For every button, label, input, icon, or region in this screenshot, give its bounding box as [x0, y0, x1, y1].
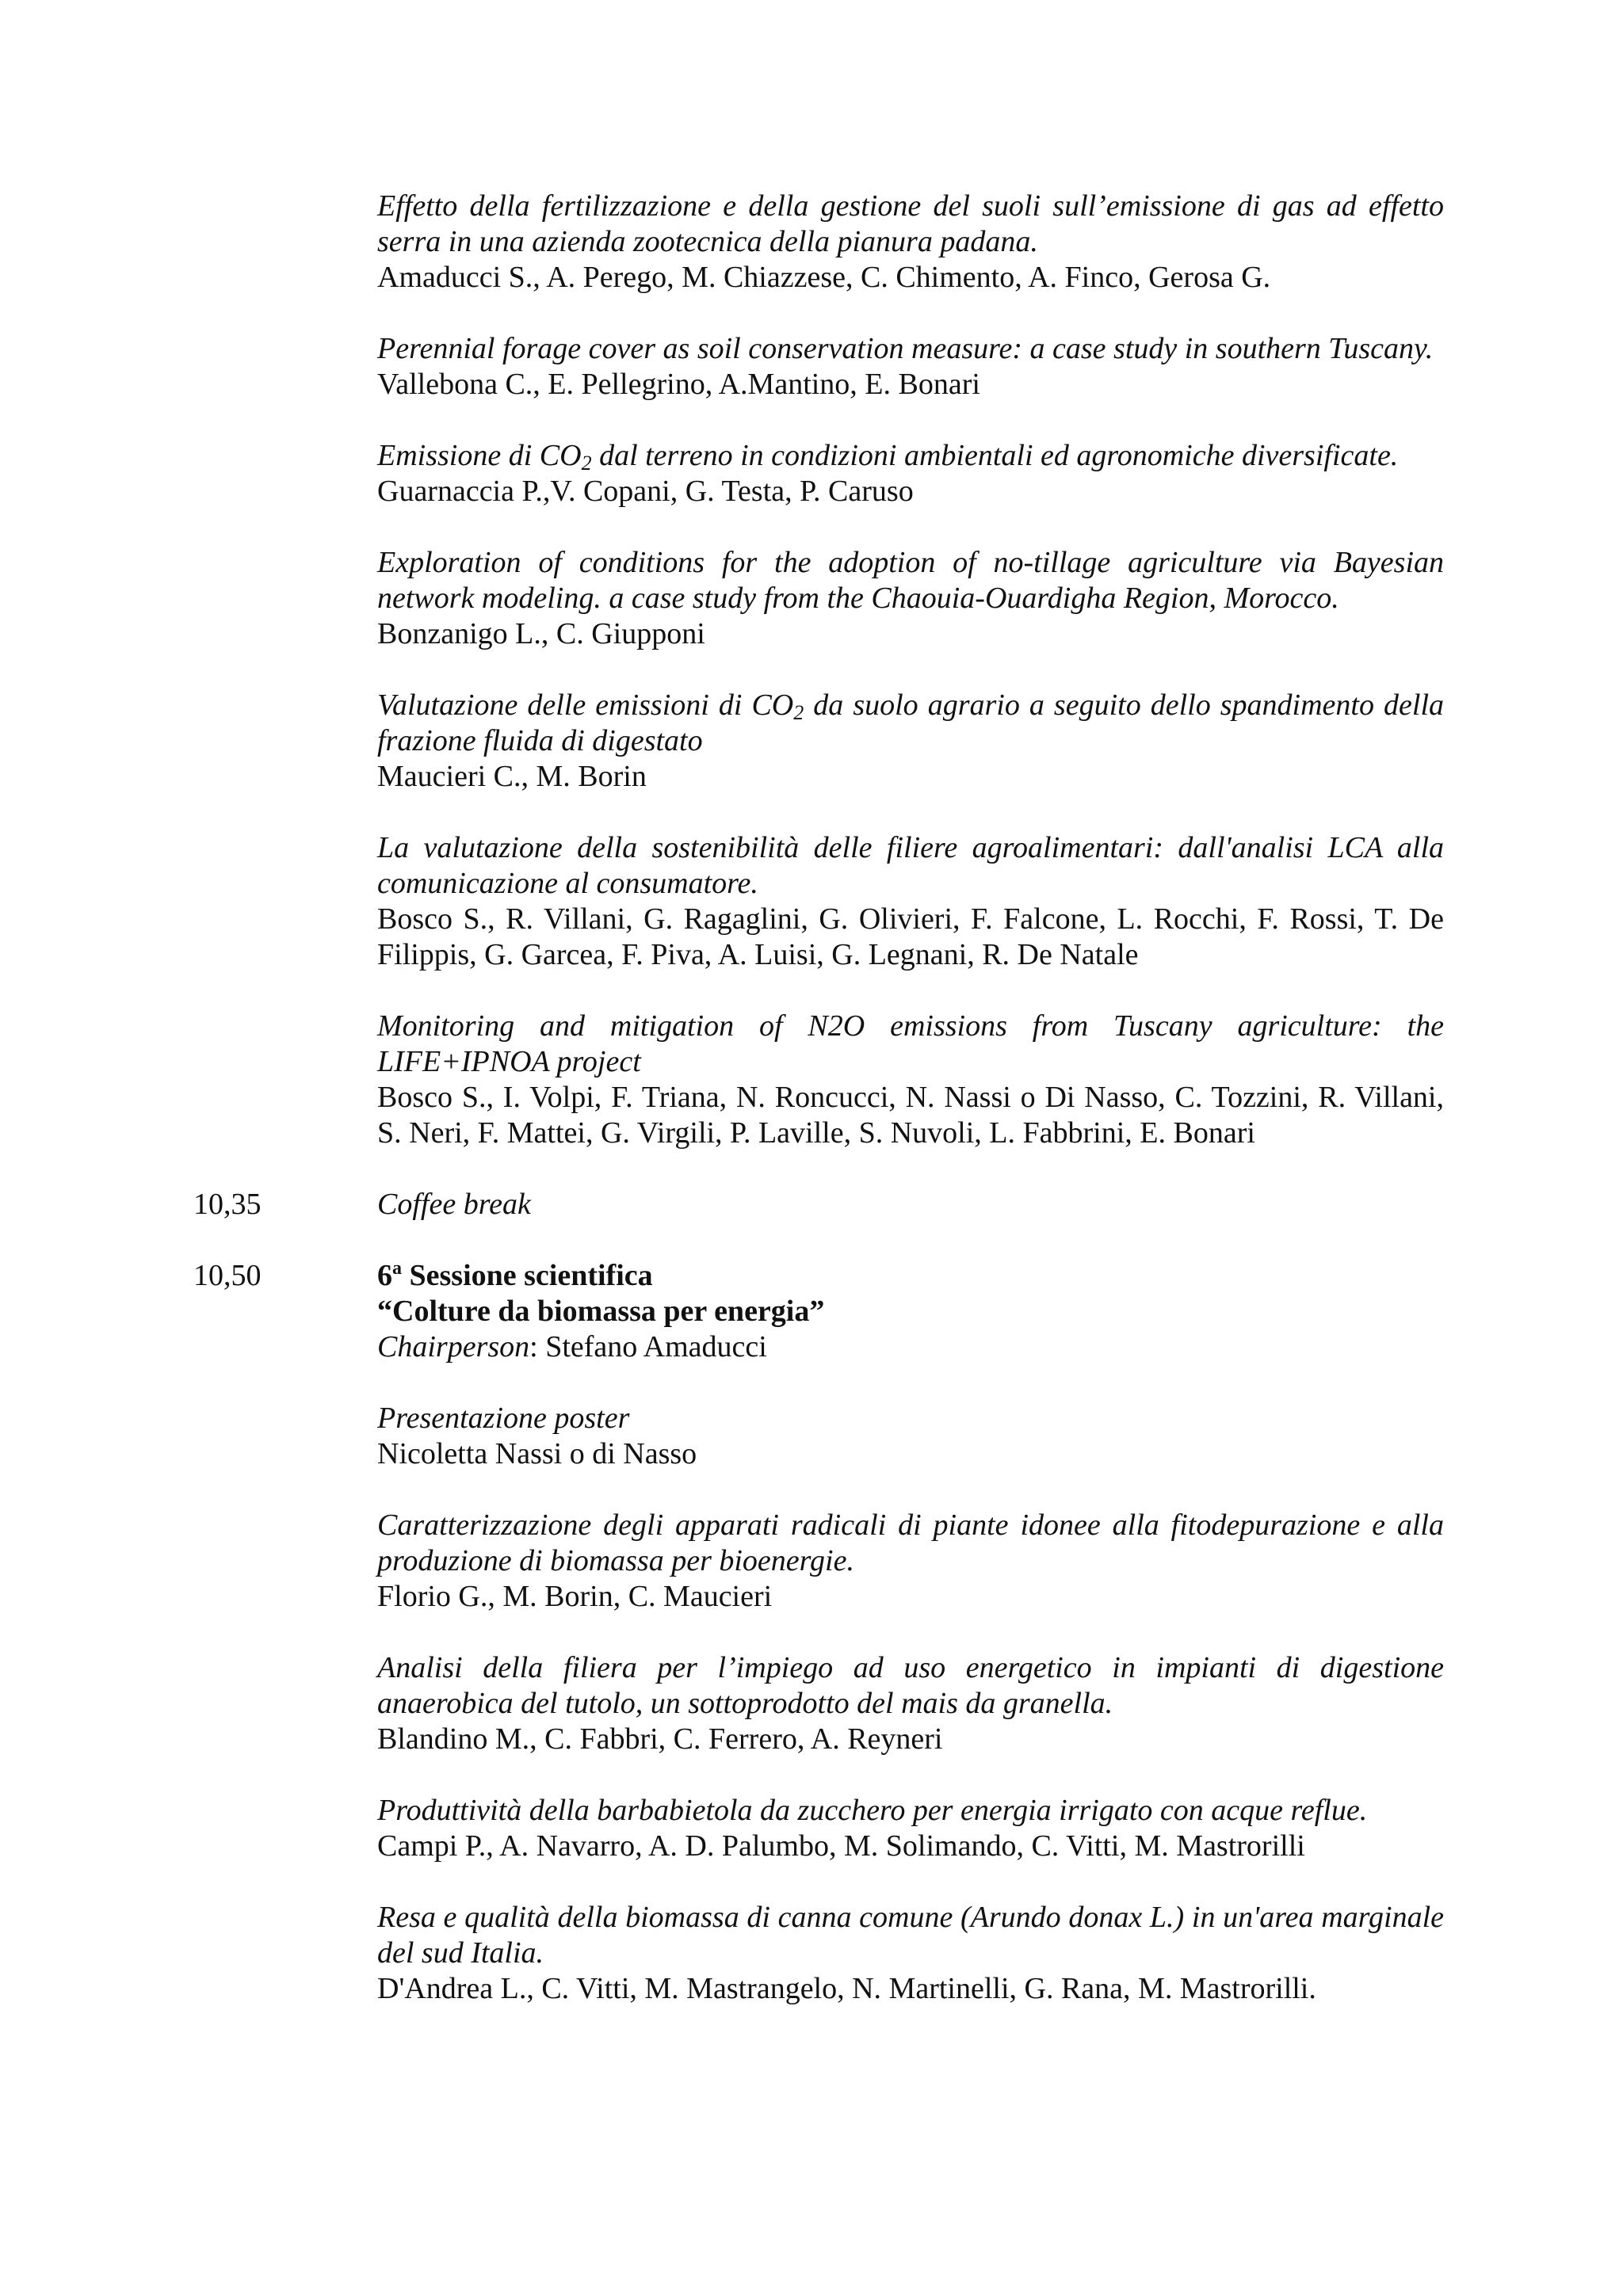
session-number-suffix: a	[392, 1258, 402, 1279]
schedule-time: 10,35	[193, 1188, 262, 1221]
paper-title: Resa e qualità della biomassa di canna comune (Arundo donax L.) in un'area marginale del sud Italia.	[377, 1901, 1444, 1970]
paper-entry	[377, 1900, 1444, 2007]
subscript: 2	[581, 452, 592, 475]
paper-title: La valutazione della sostenibilità delle filiere agroalimentari: dall'analisi LCA alla comunicazione al consumatore.	[377, 831, 1444, 900]
title-text: Emissione di CO	[377, 439, 582, 472]
paper-authors: Bonzanigo L., C. Giupponi	[377, 617, 705, 650]
schedule-time: 10,50	[193, 1259, 262, 1292]
paper-title: Effetto della fertilizzazione e della gestione del suoli sull’emissione di gas ad effetto serra in una azienda zootecnica della pianura padana.	[377, 189, 1444, 258]
paper-entry	[377, 331, 1444, 402]
paper-entry	[377, 1401, 1444, 1472]
paper-authors: Campi P., A. Navarro, A. D. Palumbo, M. Solimando, C. Vitti, M. Mastrorilli	[377, 1829, 1305, 1863]
paper-authors: Blandino M., C. Fabbri, C. Ferrero, A. Reyneri	[377, 1722, 943, 1756]
paper-authors: Florio G., M. Borin, C. Maucieri	[377, 1580, 773, 1613]
session-number: 6	[377, 1259, 392, 1292]
paper-title: Produttività della barbabietola da zucchero per energia irrigato con acque reflue.	[377, 1794, 1368, 1827]
paper-entry	[377, 545, 1444, 652]
paper-entry	[377, 1650, 1444, 1757]
paper-title: Exploration of conditions for the adoption of no-tillage agriculture via Bayesian network modeling. a case study from the Chaouia-Ouardigha Region, Morocco.	[377, 546, 1444, 615]
session-subtitle: “Colture da biomassa per energia”	[377, 1295, 825, 1328]
paper-authors: Maucieri C., M. Borin	[377, 760, 647, 793]
title-text: dal terreno in condizioni ambientali ed agronomiche diversificate.	[591, 439, 1399, 472]
paper-title: Monitoring and mitigation of N2O emissions from Tuscany agriculture: the LIFE+IPNOA project	[377, 1009, 1444, 1078]
program-content	[193, 189, 1444, 2007]
title-text: Valutazione delle emissioni di CO	[377, 688, 794, 722]
paper-entry	[377, 830, 1444, 973]
paper-authors: Guarnaccia P.,V. Copani, G. Testa, P. Caruso	[377, 475, 914, 508]
session-heading	[377, 1258, 1444, 1294]
paper-entry	[377, 688, 1444, 795]
coffee-break-row	[193, 1187, 1444, 1222]
paper-entry	[377, 189, 1444, 296]
paper-entry	[377, 1009, 1444, 1151]
paper-title: Perennial forage cover as soil conservation measure: a case study in southern Tuscany.	[377, 332, 1434, 365]
session-chair	[377, 1329, 1444, 1365]
session-heading-text: Sessione scientifica	[402, 1259, 653, 1292]
session-row	[193, 1258, 1444, 1365]
paper-title: Caratterizzazione degli apparati radicali di piante idonee alla fitodepurazione e alla produzione di biomassa per bioenergie.	[377, 1508, 1444, 1577]
chair-label: Chairperson	[377, 1330, 530, 1363]
paper-entry	[377, 1508, 1444, 1615]
paper-authors: D'Andrea L., C. Vitti, M. Mastrangelo, N. Martinelli, G. Rana, M. Mastrorilli.	[377, 1972, 1316, 2005]
paper-authors: Vallebona C., E. Pellegrino, A.Mantino, E. Bonari	[377, 368, 980, 401]
paper-authors: Nicoletta Nassi o di Nasso	[377, 1437, 697, 1470]
paper-entry	[377, 1793, 1444, 1864]
chair-name: : Stefano Amaducci	[529, 1330, 767, 1363]
paper-authors: Bosco S., R. Villani, G. Ragaglini, G. Olivieri, F. Falcone, L. Rocchi, F. Rossi, T. De Filippis, G. Garcea, F. Piva, A. Luisi, G. Legnani, R. De Natale	[377, 902, 1444, 971]
subscript: 2	[793, 701, 804, 724]
paper-authors: Amaducci S., A. Perego, M. Chiazzese, C. Chimento, A. Finco, Gerosa G.	[377, 261, 1271, 294]
paper-title: Analisi della filiera per l’impiego ad uso energetico in impianti di digestione anaerobica del tutolo, un sottoprodotto del mais da granella.	[377, 1651, 1444, 1720]
paper-authors: Bosco S., I. Volpi, F. Triana, N. Roncucci, N. Nassi o Di Nasso, C. Tozzini, R. Villani, S. Neri, F. Mattei, G. Virgili, P. Laville, S. Nuvoli, L. Fabbrini, E. Bonari	[377, 1081, 1444, 1150]
paper-title: Presentazione poster	[377, 1402, 630, 1435]
paper-entry	[377, 438, 1444, 509]
title-text: da suolo agrario a seguito dello spandimento della frazione fluida di digestato	[377, 688, 1444, 757]
paper-title	[377, 688, 1444, 759]
paper-title	[377, 438, 1444, 474]
coffee-break-label: Coffee break	[377, 1188, 531, 1221]
